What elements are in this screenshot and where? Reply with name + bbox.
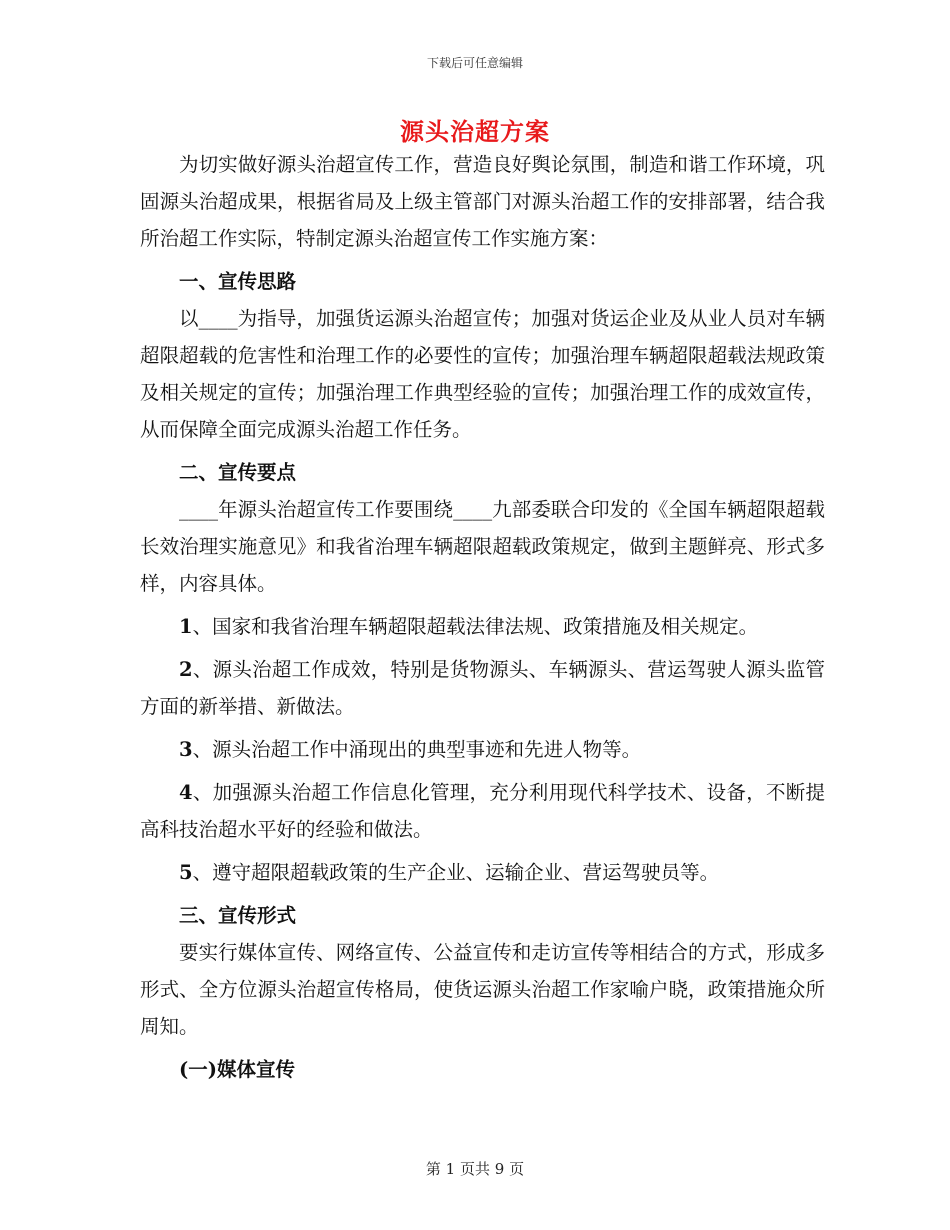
list-item: [140, 608, 825, 645]
list-item: [140, 731, 825, 768]
list-item-text: 、加强源头治超工作信息化管理，充分利用现代科学技术、设备，不断提高科技治超水平好的经验和做法。: [140, 781, 825, 841]
intro-paragraph: 为切实做好源头治超宣传工作，营造良好舆论氛围，制造和谐工作环境，巩固源头治超成果，根据省局及上级主管部门对源头治超工作的安排部署，结合我所治超工作实际，特制定源头治超宣传工作实施方案：: [140, 153, 825, 250]
section-heading-2: 二、宣传要点: [179, 461, 297, 484]
document-title: 源头治超方案: [400, 117, 550, 146]
list-item-number: 5: [179, 861, 193, 884]
subsection-heading: (一)媒体宣传: [179, 1058, 295, 1081]
page-number: 第 1 页共 9 页: [425, 1160, 525, 1178]
list-item-text: 、国家和我省治理车辆超限超载法律法规、政策措施及相关规定。: [192, 615, 759, 638]
section-2-paragraph: ____年源头治超宣传工作要围绕____九部委联合印发的《全国车辆超限超载长效治理实施意见》和我省治理车辆超限超载政策规定，做到主题鲜亮、形式多样，内容具体。: [140, 498, 825, 595]
list-item-number: 3: [179, 738, 193, 761]
list-item-text: 、遵守超限超载政策的生产企业、运输企业、营运驾驶员等。: [192, 861, 720, 884]
list-item-text: 、源头治超工作中涌现出的典型事迹和先进人物等。: [192, 738, 642, 761]
list-item-number: 2: [179, 658, 193, 681]
section-heading-3: 三、宣传形式: [179, 904, 297, 927]
section-heading-1: 一、宣传思路: [179, 270, 297, 293]
list-item: [140, 774, 825, 848]
header-note: 下载后可任意编辑: [426, 56, 523, 70]
list-item: [140, 651, 825, 725]
list-item: [140, 854, 825, 891]
section-1-paragraph: 以____为指导，加强货运源头治超宣传；加强对货运企业及从业人员对车辆超限超载的危害性和治理工作的必要性的宣传；加强治理车辆超限超载法规政策及相关规定的宣传；加强治理工作典型经验的宣传；加强治理工作的成效宣传，从而保障全面完成源头治超工作任务。: [140, 307, 825, 441]
list-item-text: 、源头治超工作成效，特别是货物源头、车辆源头、营运驾驶人源头监管方面的新举措、新做法。: [140, 658, 825, 718]
list-item-number: 4: [179, 781, 193, 804]
section-3-paragraph: 要实行媒体宣传、网络宣传、公益宣传和走访宣传等相结合的方式，形成多形式、全方位源头治超宣传格局，使货运源头治超工作家喻户晓，政策措施众所周知。: [140, 941, 825, 1038]
document-body: [140, 146, 825, 1088]
list-item-number: 1: [179, 615, 193, 638]
